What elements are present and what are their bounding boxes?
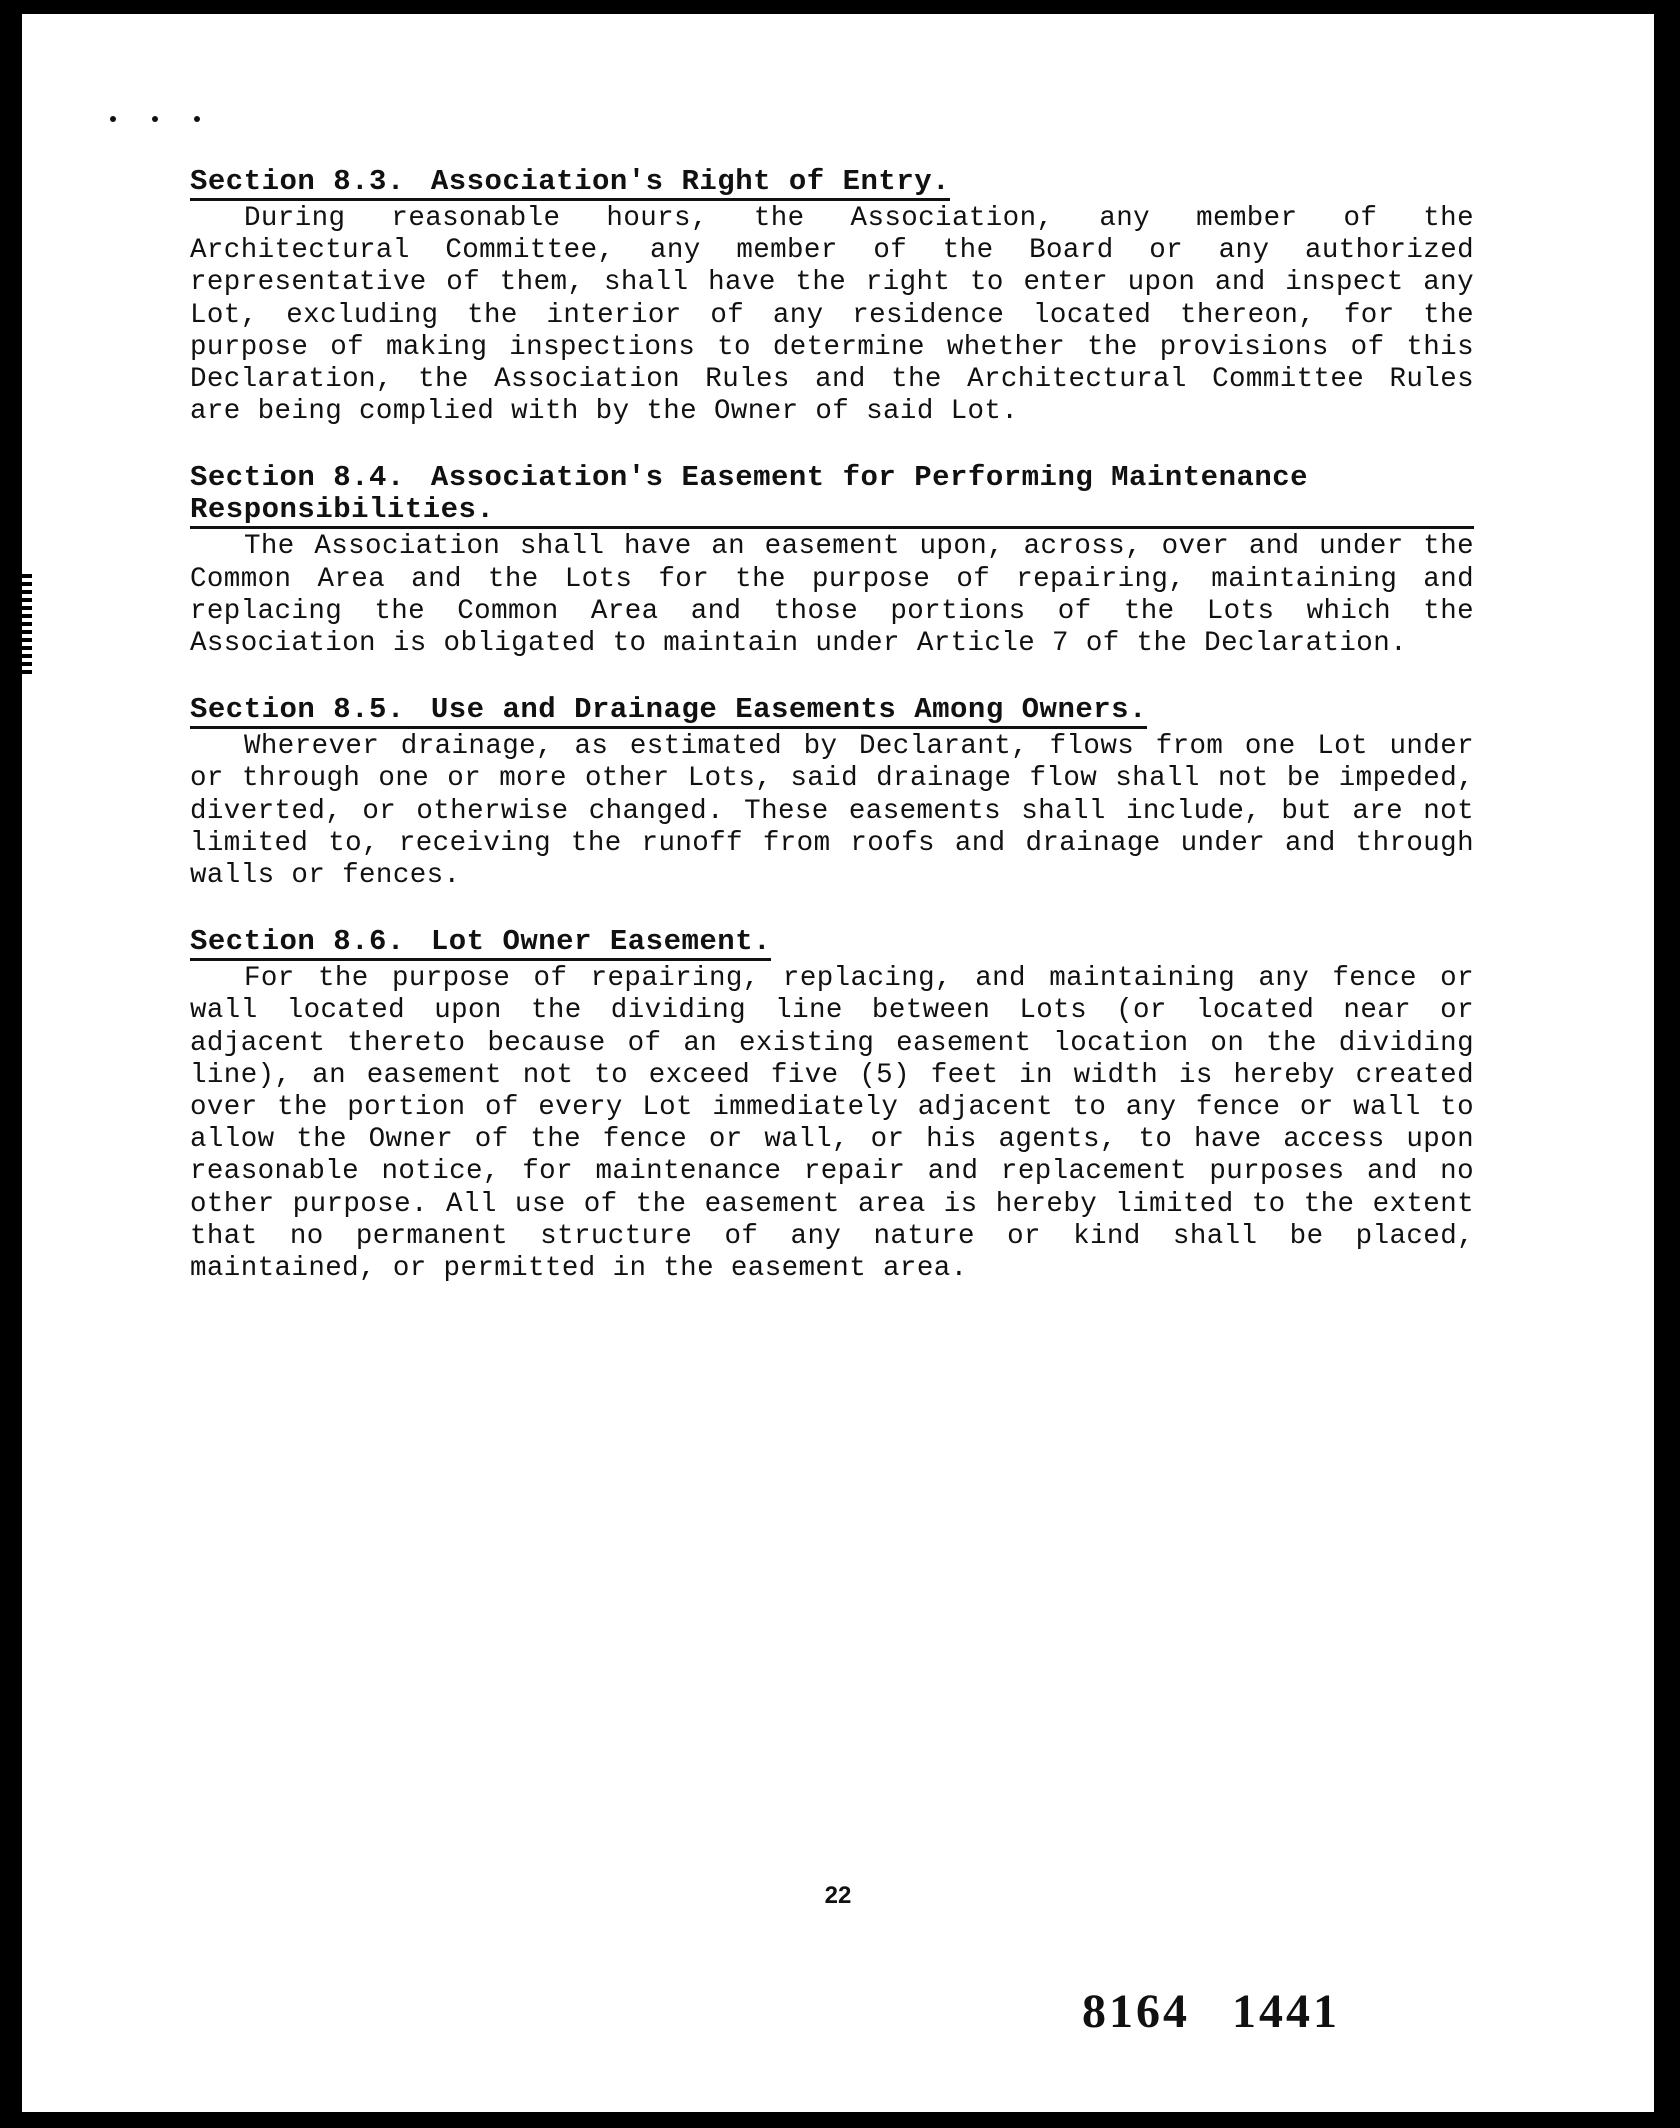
section-heading [190, 694, 1147, 729]
section-heading [190, 462, 1474, 529]
section-8-3 [190, 166, 1474, 428]
section-title: Use and Drainage Easements Among Owners. [430, 693, 1147, 727]
stamp-page: 1441 [1232, 1985, 1340, 2038]
section-8-5 [190, 694, 1474, 892]
section-number: Section 8.3. [190, 165, 405, 198]
section-body: The Association shall have an easement upon, across, over and under the Common Area and the Lots for the purpose of repairing, maintaining and replacing the Common Area and those portions of the Lots which the Association is obligated to maintain under Article 7 of the Declaration. [190, 531, 1474, 660]
section-title: Association's Right of Entry. [430, 165, 951, 198]
punch-dots [110, 116, 230, 128]
section-number: Section 8.5. [190, 693, 405, 727]
scan-edge-mark [22, 574, 32, 674]
section-8-4 [190, 462, 1474, 660]
section-number: Section 8.4. [190, 461, 405, 495]
section-body: Wherever drainage, as estimated by Declarant, flows from one Lot under or through one or more other Lots, said drainage flow shall not be impeded, diverted, or otherwise changed. These easements shall include, but are not limited to, receiving the runoff from roofs and drainage under and through walls or fences. [190, 731, 1474, 892]
page-number: 22 [824, 1882, 852, 1909]
section-body: For the purpose of repairing, replacing, and maintaining any fence or wall located upon the dividing line between Lots (or located near or adjacent thereto because of an existing easement location on the dividing line), an easement not to exceed five (5) feet in width is hereby created over the portion of every Lot immediately adjacent to any fence or wall to allow the Owner of the fence or wall, or his agents, to have access upon reasonable notice, for maintenance repair and replacement purposes and no other purpose. All use of the easement area is hereby limited to the extent that no permanent structure of any nature or kind shall be placed, maintained, or permitted in the easement area. [190, 963, 1474, 1285]
section-title: Lot Owner Easement. [430, 925, 771, 959]
document-page [22, 14, 1654, 2112]
section-heading [190, 926, 771, 961]
recording-stamp [1082, 1984, 1340, 2039]
section-number: Section 8.6. [190, 925, 405, 959]
section-title: Association's Easement for Performing Maintenance Responsibilities. [190, 461, 1309, 527]
section-heading [190, 166, 950, 201]
stamp-book: 8164 [1082, 1985, 1190, 2038]
section-8-6 [190, 926, 1474, 1285]
section-body: During reasonable hours, the Association, any member of the Architectural Committee, any member of the Board or any authorized representative of them, shall have the right to enter upon and inspect any Lot, excluding the interior of any residence located thereon, for the purpose of making inspections to determine whether the provisions of this Declaration, the Association Rules and the Architectural Committee Rules are being complied with by the Owner of said Lot. [190, 203, 1474, 428]
document-body [190, 166, 1474, 1319]
